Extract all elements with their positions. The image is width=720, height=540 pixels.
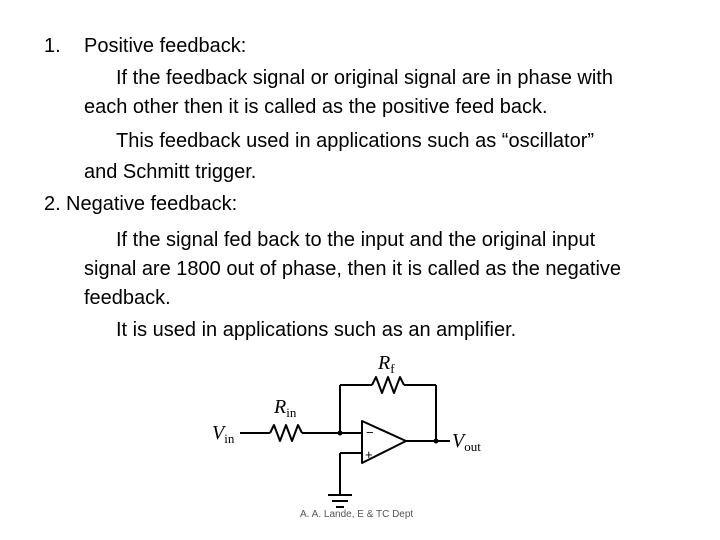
section-2-number: 2. <box>44 193 61 215</box>
footer-credit: A. A. Lande, E & TC Dept <box>300 509 414 520</box>
section-1-heading: Positive feedback: <box>84 35 247 57</box>
rf-label: $R_f$ <box>378 352 395 376</box>
rin-resistor <box>270 425 302 441</box>
section-1-line-1: If the feedback signal or original signal are in phase with <box>116 67 613 89</box>
plus-sign: + <box>365 447 373 462</box>
section-2-line-4: It is used in applications such as an amplifier. <box>116 319 517 341</box>
section-1-line-2: each other then it is called as the positive feed back. <box>84 96 548 118</box>
rf-resistor <box>372 377 404 393</box>
section-1-line-3: This feedback used in applications such as “oscillator” <box>116 130 595 152</box>
section-2-heading: Negative feedback: <box>66 193 238 215</box>
section-1-line-4: and Schmitt trigger. <box>84 161 257 183</box>
section-2-line-1: If the signal fed back to the input and the original input <box>116 229 596 251</box>
output-node-dot <box>434 439 439 444</box>
summing-node-dot <box>338 431 343 436</box>
section-2-line-2: signal are 1800 out of phase, then it is called as the negative <box>84 258 622 280</box>
minus-sign: − <box>366 425 374 440</box>
section-1-number: 1. <box>44 35 61 57</box>
vin-label: $V_{in}$ <box>212 422 235 446</box>
section-2-line-3: feedback. <box>84 287 171 309</box>
vout-label: $V_{out}$ <box>452 430 481 454</box>
inverting-amplifier-diagram <box>200 345 510 520</box>
rin-label: $R_{in}$ <box>274 396 297 420</box>
